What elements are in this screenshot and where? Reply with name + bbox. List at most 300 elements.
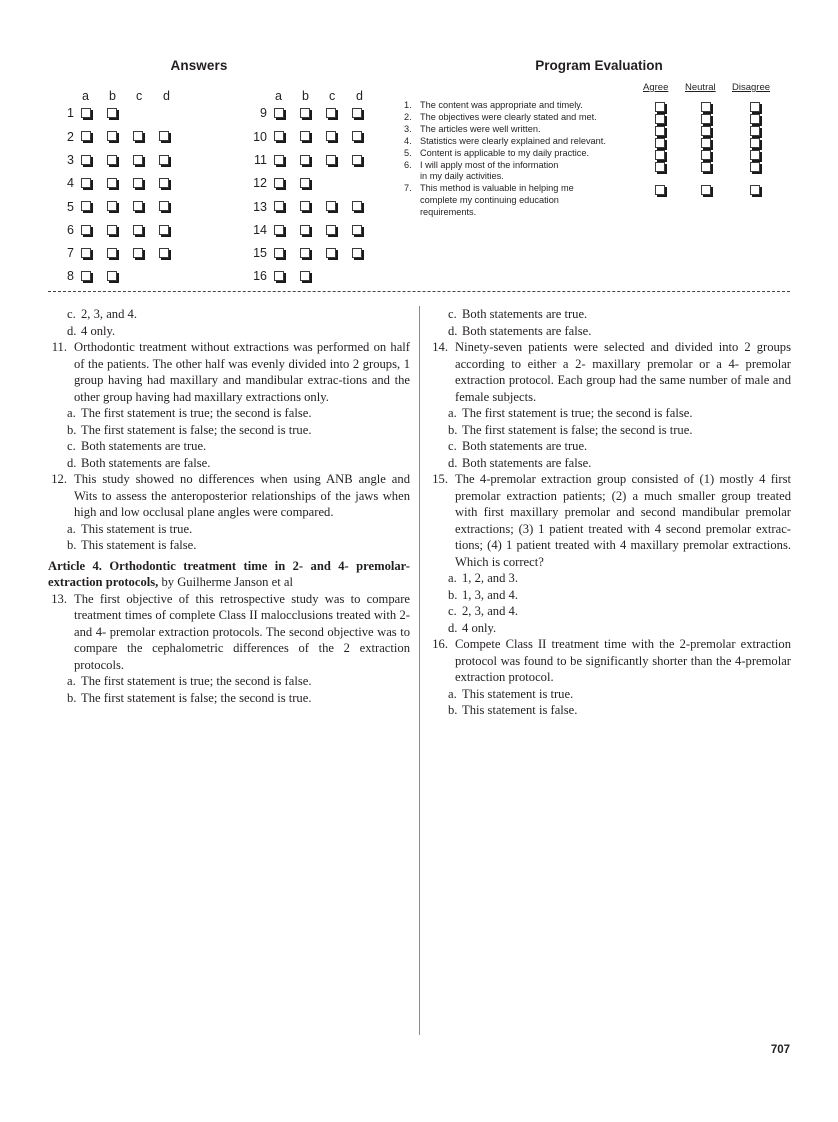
- answer-cell: [107, 224, 133, 237]
- answer-row-12: [241, 172, 382, 195]
- answer-row-number: 6: [67, 222, 74, 237]
- answer-cell: [326, 247, 352, 260]
- option-line: [48, 438, 410, 455]
- answers-header-d-right: d: [356, 88, 363, 103]
- answer-row-number: 11: [254, 152, 267, 167]
- option-text: Both statements are true.: [81, 439, 207, 453]
- answer-checkbox-9b[interactable]: [300, 108, 310, 118]
- answer-checkbox-15b[interactable]: [300, 248, 310, 258]
- evaluation-checkbox-2-disagree[interactable]: [750, 114, 760, 124]
- answer-cell: [274, 177, 300, 190]
- answer-cell: [300, 107, 326, 120]
- option-text: 1, 2, and 3.: [462, 571, 518, 585]
- evaluation-item-text: The objectives were clearly stated and met.: [420, 111, 597, 122]
- answer-checkbox-15a[interactable]: [274, 248, 284, 258]
- answer-cell: [352, 131, 378, 144]
- answer-checkbox-11d[interactable]: [352, 155, 362, 165]
- evaluation-item-1: [404, 100, 804, 112]
- answer-checkbox-5c[interactable]: [133, 201, 143, 211]
- option-text: 1, 3, and 4.: [462, 587, 518, 602]
- answer-checkbox-1b[interactable]: [107, 108, 117, 118]
- answer-checkbox-4a[interactable]: [81, 178, 91, 188]
- answer-checkbox-15c[interactable]: [326, 248, 336, 258]
- answer-row-2: [48, 125, 189, 148]
- question-text: Ninety-seven patients were selected and divided into 2 groups according to either a 2- maxillary premolar or a 4- premolar extraction protocol. Each group had the same number of male and female subjects.: [455, 340, 791, 404]
- evaluation-checkbox-5-agree[interactable]: [655, 150, 665, 160]
- evaluation-item-number: 5.: [404, 147, 412, 158]
- answer-cell: [300, 247, 326, 260]
- option-line: [429, 620, 791, 637]
- evaluation-checkbox-1-agree[interactable]: [655, 102, 665, 112]
- option-label: d.: [448, 620, 458, 635]
- answer-checkbox-4b[interactable]: [107, 178, 117, 188]
- option-line: [429, 702, 791, 719]
- evaluation-checkbox-5-neutral[interactable]: [701, 150, 711, 160]
- evaluation-checkbox-2-neutral[interactable]: [701, 114, 711, 124]
- option-label: d.: [448, 455, 458, 470]
- option-label: c.: [448, 604, 457, 618]
- answers-title: Answers: [170, 58, 228, 73]
- option-line: [48, 455, 410, 472]
- answer-cell: [81, 107, 107, 120]
- answer-cell: [107, 270, 133, 283]
- scale-header-neutral: Neutral: [685, 82, 716, 93]
- question-15: [429, 471, 791, 570]
- answers-header-c-right: c: [329, 88, 336, 103]
- option-label: d.: [67, 455, 77, 470]
- answer-cell: [81, 177, 107, 190]
- evaluation-item-text: Statistics were clearly explained and relevant.: [420, 135, 606, 146]
- answer-checkbox-5d[interactable]: [159, 201, 169, 211]
- option-text: The first statement is false; the second is true.: [462, 422, 693, 437]
- option-text: The first statement is true; the second is false.: [462, 406, 693, 420]
- answer-checkbox-3a[interactable]: [81, 155, 91, 165]
- evaluation-item-number: 7.: [404, 183, 412, 194]
- scale-header-agree: Agree: [643, 82, 669, 93]
- question-12: [48, 471, 410, 521]
- answer-checkbox-5a[interactable]: [81, 201, 91, 211]
- answer-checkbox-6c[interactable]: [133, 225, 143, 235]
- option-label: a.: [448, 571, 457, 585]
- answer-cell: [300, 201, 326, 214]
- option-line: [429, 323, 791, 340]
- option-line: [429, 603, 791, 620]
- answer-cell: [326, 201, 352, 214]
- evaluation-checkbox-6-neutral[interactable]: [701, 162, 711, 172]
- answer-checkbox-2c[interactable]: [133, 131, 143, 141]
- evaluation-item-7: [404, 183, 804, 219]
- answer-cell: [107, 107, 133, 120]
- answer-row-number: 5: [67, 199, 74, 214]
- evaluation-item-number: 3.: [404, 123, 412, 134]
- option-line: [429, 455, 791, 472]
- answer-row-16: [241, 265, 382, 288]
- answer-checkbox-13d[interactable]: [352, 201, 362, 211]
- question-number: 15.: [432, 472, 448, 486]
- evaluation-checkbox-2-agree[interactable]: [655, 114, 665, 124]
- answer-cell: [300, 224, 326, 237]
- evaluation-checkbox-6-disagree[interactable]: [750, 162, 760, 172]
- answer-cell: [326, 107, 352, 120]
- answer-cell: [107, 177, 133, 190]
- answer-checkbox-16a[interactable]: [274, 271, 284, 281]
- option-label: a.: [67, 521, 76, 536]
- answers-header-b-right: b: [302, 88, 309, 103]
- answer-checkbox-6b[interactable]: [107, 225, 117, 235]
- answer-cell: [300, 177, 326, 190]
- question-13: [48, 591, 410, 674]
- option-line: [429, 686, 791, 703]
- answer-cell: [133, 201, 159, 214]
- option-text: Both statements are false.: [462, 455, 592, 470]
- answer-checkbox-13c[interactable]: [326, 201, 336, 211]
- answer-row-10: [241, 125, 382, 148]
- answers-grid-left: [48, 83, 189, 288]
- option-line: [48, 537, 410, 554]
- answer-row-number: 10: [253, 129, 267, 144]
- option-line: [429, 587, 791, 604]
- option-label: d.: [67, 323, 77, 338]
- answer-checkbox-12a[interactable]: [274, 178, 284, 188]
- option-label: b.: [448, 422, 458, 437]
- evaluation-item-text: Content is applicable to my daily practice.: [420, 147, 590, 158]
- option-label: c.: [448, 307, 457, 321]
- answer-checkbox-6d[interactable]: [159, 225, 169, 235]
- evaluation-item-text: I will apply most of the information in my daily activities.: [420, 160, 645, 184]
- answer-checkbox-12b[interactable]: [300, 178, 310, 188]
- answer-checkbox-15d[interactable]: [352, 248, 362, 258]
- answer-checkbox-7d[interactable]: [159, 248, 169, 258]
- right-text-column: [429, 306, 791, 719]
- answer-cell: [81, 270, 107, 283]
- answer-checkbox-13b[interactable]: [300, 201, 310, 211]
- question-number: 12.: [51, 472, 67, 486]
- evaluation-checkbox-6-agree[interactable]: [655, 162, 665, 172]
- option-line: [48, 673, 410, 690]
- answer-cell: [107, 131, 133, 144]
- evaluation-checkbox-5-disagree[interactable]: [750, 150, 760, 160]
- answer-cell: [133, 177, 159, 190]
- answer-cell: [300, 131, 326, 144]
- option-label: c.: [448, 439, 457, 453]
- answer-cell: [352, 154, 378, 167]
- evaluation-checkbox-1-neutral[interactable]: [701, 102, 711, 112]
- evaluation-item-text-continued: complete my continuing education: [420, 195, 559, 206]
- answer-checkbox-10c[interactable]: [326, 131, 336, 141]
- answer-checkbox-11c[interactable]: [326, 155, 336, 165]
- option-line: [48, 405, 410, 422]
- answer-cell: [274, 201, 300, 214]
- answer-checkbox-3c[interactable]: [133, 155, 143, 165]
- answer-checkbox-14b[interactable]: [300, 225, 310, 235]
- program-evaluation-title: Program Evaluation: [535, 58, 663, 73]
- answer-cell: [133, 224, 159, 237]
- answer-row-14: [241, 218, 382, 241]
- question-text: This study showed no differences when using ANB angle and Wits to assess the anteroposterior relationships of the jaws when high and low occlusal plane angles were compared.: [74, 472, 410, 519]
- option-line: [48, 690, 410, 707]
- answer-cell: [274, 270, 300, 283]
- answer-row-11: [241, 149, 382, 172]
- answer-row-number: 12: [253, 176, 267, 191]
- answer-row-number: 14: [253, 222, 267, 237]
- option-label: a.: [448, 406, 457, 420]
- answers-section: [48, 58, 378, 288]
- evaluation-item-5: [404, 148, 804, 160]
- evaluation-checkbox-1-disagree[interactable]: [750, 102, 760, 112]
- option-label: c.: [67, 307, 76, 321]
- option-label: c.: [67, 439, 76, 453]
- answer-row-5: [48, 195, 189, 218]
- answer-checkbox-4d[interactable]: [159, 178, 169, 188]
- evaluation-checkbox-4-disagree[interactable]: [750, 138, 760, 148]
- article-title: Article 4. Orthodontic treatment time in 2- and 4- premolar-extraction protocols,: [48, 558, 410, 589]
- answer-cell: [159, 131, 185, 144]
- option-line: [429, 306, 791, 323]
- option-text: Both statements are true.: [462, 307, 588, 321]
- answer-checkbox-3d[interactable]: [159, 155, 169, 165]
- option-label: b.: [67, 690, 77, 705]
- page-number: 707: [770, 1044, 790, 1056]
- option-line: [429, 422, 791, 439]
- answer-cell: [274, 131, 300, 144]
- answer-checkbox-3b[interactable]: [107, 155, 117, 165]
- evaluation-item-6: [404, 160, 804, 184]
- answer-row-6: [48, 218, 189, 241]
- answer-cell: [133, 247, 159, 260]
- answer-checkbox-7b[interactable]: [107, 248, 117, 258]
- answer-row-3: [48, 149, 189, 172]
- evaluation-scale-header: [404, 82, 804, 97]
- answer-row-number: 9: [260, 106, 267, 121]
- answer-row-13: [241, 195, 382, 218]
- answer-cell: [107, 247, 133, 260]
- option-text: This statement is false.: [81, 538, 197, 552]
- answer-cell: [159, 201, 185, 214]
- option-text: The first statement is true; the second is false.: [81, 406, 312, 420]
- answers-header-row-left: [48, 83, 189, 102]
- option-line: [429, 570, 791, 587]
- option-text: 4 only.: [462, 620, 497, 635]
- question-text: Compete Class II treatment time with the 2-premolar extraction protocol was found to be significantly shorter than the 4-premolar extraction protocol.: [455, 637, 791, 684]
- answer-checkbox-9d[interactable]: [352, 108, 362, 118]
- answer-row-number: 15: [253, 246, 267, 261]
- option-text: Both statements are false.: [81, 455, 211, 470]
- option-text: The first statement is false; the second is true.: [81, 690, 312, 705]
- answer-row-number: 1: [67, 106, 74, 121]
- option-label: b.: [67, 538, 77, 552]
- answer-checkbox-1a[interactable]: [81, 108, 91, 118]
- answers-header-b: b: [109, 88, 116, 103]
- answer-cell: [300, 154, 326, 167]
- question-text: The 4-premolar extraction group consisted of (1) mostly 4 first premolar extraction patients; (2) a much smaller group treated with first maxillary premolar and second mandibular premolar extractions; (3) 1 patient treated with 4 second premolar extrac-tions; (4) 1 patient treated with 4 maxillary premolar extractions. Which is correct?: [455, 472, 791, 569]
- answer-cell: [81, 201, 107, 214]
- answer-cell: [326, 154, 352, 167]
- evaluation-checkbox-4-agree[interactable]: [655, 138, 665, 148]
- question-text: The first objective of this retrospective study was to compare treatment times of complete Class II malocclusions treated with 2- and 4- premolar extraction protocols. The second objective was to compare the cephalometric differences of the 2 extraction protocols.: [74, 591, 410, 672]
- option-line: [429, 405, 791, 422]
- answer-checkbox-2d[interactable]: [159, 131, 169, 141]
- answer-row-9: [241, 102, 382, 125]
- evaluation-item-text: This method is valuable in helping me complete my continuing education requirements.: [420, 183, 645, 219]
- question-11: [48, 339, 410, 405]
- answer-cell: [107, 201, 133, 214]
- answer-checkbox-9a[interactable]: [274, 108, 284, 118]
- answer-cell: [81, 224, 107, 237]
- answer-row-number: 2: [67, 129, 74, 144]
- answer-row-7: [48, 242, 189, 265]
- answers-header-a-right: a: [275, 88, 282, 103]
- program-evaluation-section: [404, 58, 804, 219]
- evaluation-items: [404, 100, 804, 219]
- question-number: 13.: [51, 591, 67, 606]
- evaluation-item-number: 2.: [404, 111, 412, 122]
- answer-row-1: [48, 102, 189, 125]
- answer-checkbox-11b[interactable]: [300, 155, 310, 165]
- answer-checkbox-14c[interactable]: [326, 225, 336, 235]
- answer-cell: [352, 201, 378, 214]
- evaluation-item-4: [404, 136, 804, 148]
- answer-cell: [326, 131, 352, 144]
- answer-cell: [107, 154, 133, 167]
- option-line: [48, 306, 410, 323]
- question-14: [429, 339, 791, 405]
- evaluation-item-text-continued: in my daily activities.: [420, 171, 504, 182]
- answer-row-number: 3: [67, 152, 74, 167]
- answer-checkbox-2a[interactable]: [81, 131, 91, 141]
- answer-checkbox-10d[interactable]: [352, 131, 362, 141]
- answer-checkbox-11a[interactable]: [274, 155, 284, 165]
- column-divider: [419, 306, 420, 1035]
- answer-row-8: [48, 265, 189, 288]
- answer-row-number: 8: [67, 269, 74, 284]
- answer-row-number: 7: [67, 246, 74, 261]
- option-label: b.: [67, 422, 77, 437]
- evaluation-checkbox-3-agree[interactable]: [655, 126, 665, 136]
- answers-header-a: a: [82, 88, 89, 103]
- answer-cell: [352, 107, 378, 120]
- option-text: The first statement is true; the second is false.: [81, 674, 312, 688]
- evaluation-item-text: The articles were well written.: [420, 123, 541, 134]
- evaluation-item-2: [404, 112, 804, 124]
- option-label: b.: [448, 587, 458, 602]
- answer-row-number: 4: [67, 176, 74, 191]
- answer-cell: [274, 154, 300, 167]
- option-label: a.: [448, 686, 457, 701]
- evaluation-item-number: 6.: [404, 159, 412, 170]
- answer-cell: [326, 224, 352, 237]
- answer-checkbox-8b[interactable]: [107, 271, 117, 281]
- option-text: 2, 3, and 4.: [462, 604, 518, 618]
- option-label: a.: [67, 406, 76, 420]
- answer-checkbox-7c[interactable]: [133, 248, 143, 258]
- answers-grids: [48, 83, 378, 288]
- answer-row-15: [241, 242, 382, 265]
- answer-checkbox-14d[interactable]: [352, 225, 362, 235]
- answer-cell: [133, 154, 159, 167]
- evaluation-item-3: [404, 124, 804, 136]
- scale-header-disagree: Disagree: [732, 82, 771, 93]
- evaluation-checkbox-7-agree[interactable]: [655, 185, 665, 195]
- answer-row-4: [48, 172, 189, 195]
- answer-cell: [352, 247, 378, 260]
- evaluation-checkbox-3-disagree[interactable]: [750, 126, 760, 136]
- answers-header-d: d: [163, 88, 170, 103]
- answer-cell: [159, 247, 185, 260]
- question-number: 11.: [51, 340, 67, 354]
- answer-checkbox-7a[interactable]: [81, 248, 91, 258]
- answer-cell: [274, 107, 300, 120]
- option-text: This statement is true.: [462, 686, 574, 701]
- answers-header-row-right: [241, 83, 382, 102]
- evaluation-checkbox-3-neutral[interactable]: [701, 126, 711, 136]
- question-text: Orthodontic treatment without extractions was performed on half of the patients. The other half was evenly divided into 2 groups, 1 group having had maxillary and mandibular extrac-tions and the other group having had maxillary extractions only.: [74, 340, 410, 404]
- option-line: [48, 323, 410, 340]
- answer-cell: [274, 224, 300, 237]
- option-label: d.: [448, 323, 458, 338]
- answer-cell: [300, 270, 326, 283]
- answer-checkbox-9c[interactable]: [326, 108, 336, 118]
- answer-cell: [352, 224, 378, 237]
- answer-checkbox-10b[interactable]: [300, 131, 310, 141]
- cut-line-divider: [48, 291, 790, 292]
- answer-checkbox-5b[interactable]: [107, 201, 117, 211]
- option-text: 4 only.: [81, 323, 116, 338]
- evaluation-checkbox-7-disagree[interactable]: [750, 185, 760, 195]
- answer-checkbox-13a[interactable]: [274, 201, 284, 211]
- option-text: Both statements are true.: [462, 439, 588, 453]
- question-number: 16.: [432, 637, 448, 651]
- option-text: This statement is false.: [462, 703, 578, 717]
- evaluation-item-text: The content was appropriate and timely.: [420, 100, 583, 110]
- answer-cell: [133, 131, 159, 144]
- answer-cell: [159, 154, 185, 167]
- option-text: The first statement is false; the second is true.: [81, 422, 312, 437]
- answer-checkbox-2b[interactable]: [107, 131, 117, 141]
- evaluation-checkbox-7-neutral[interactable]: [701, 185, 711, 195]
- option-line: [429, 438, 791, 455]
- answer-cell: [81, 247, 107, 260]
- answer-checkbox-4c[interactable]: [133, 178, 143, 188]
- option-text: Both statements are false.: [462, 323, 592, 338]
- answer-cell: [81, 154, 107, 167]
- article-byline: by Guilherme Janson et al: [158, 575, 293, 589]
- answers-header-c: c: [136, 88, 143, 103]
- answer-checkbox-14a[interactable]: [274, 225, 284, 235]
- answer-row-number: 13: [253, 199, 267, 214]
- option-text: 2, 3, and 4.: [81, 307, 137, 321]
- option-label: a.: [67, 674, 76, 688]
- answer-checkbox-16b[interactable]: [300, 271, 310, 281]
- option-text: This statement is true.: [81, 521, 193, 536]
- question-16: [429, 636, 791, 686]
- article-heading: [48, 558, 410, 591]
- left-text-column: [48, 306, 410, 706]
- answer-checkbox-8a[interactable]: [81, 271, 91, 281]
- answer-checkbox-6a[interactable]: [81, 225, 91, 235]
- answer-cell: [159, 224, 185, 237]
- option-line: [48, 521, 410, 538]
- evaluation-item-number: 1.: [404, 100, 412, 110]
- question-number: 14.: [432, 340, 448, 354]
- answer-checkbox-10a[interactable]: [274, 131, 284, 141]
- option-label: b.: [448, 703, 458, 717]
- answer-row-number: 16: [253, 269, 267, 284]
- answer-cell: [81, 131, 107, 144]
- evaluation-checkbox-4-neutral[interactable]: [701, 138, 711, 148]
- answers-grid-right: [241, 83, 382, 288]
- evaluation-item-text-continued: requirements.: [420, 207, 477, 218]
- option-line: [48, 422, 410, 439]
